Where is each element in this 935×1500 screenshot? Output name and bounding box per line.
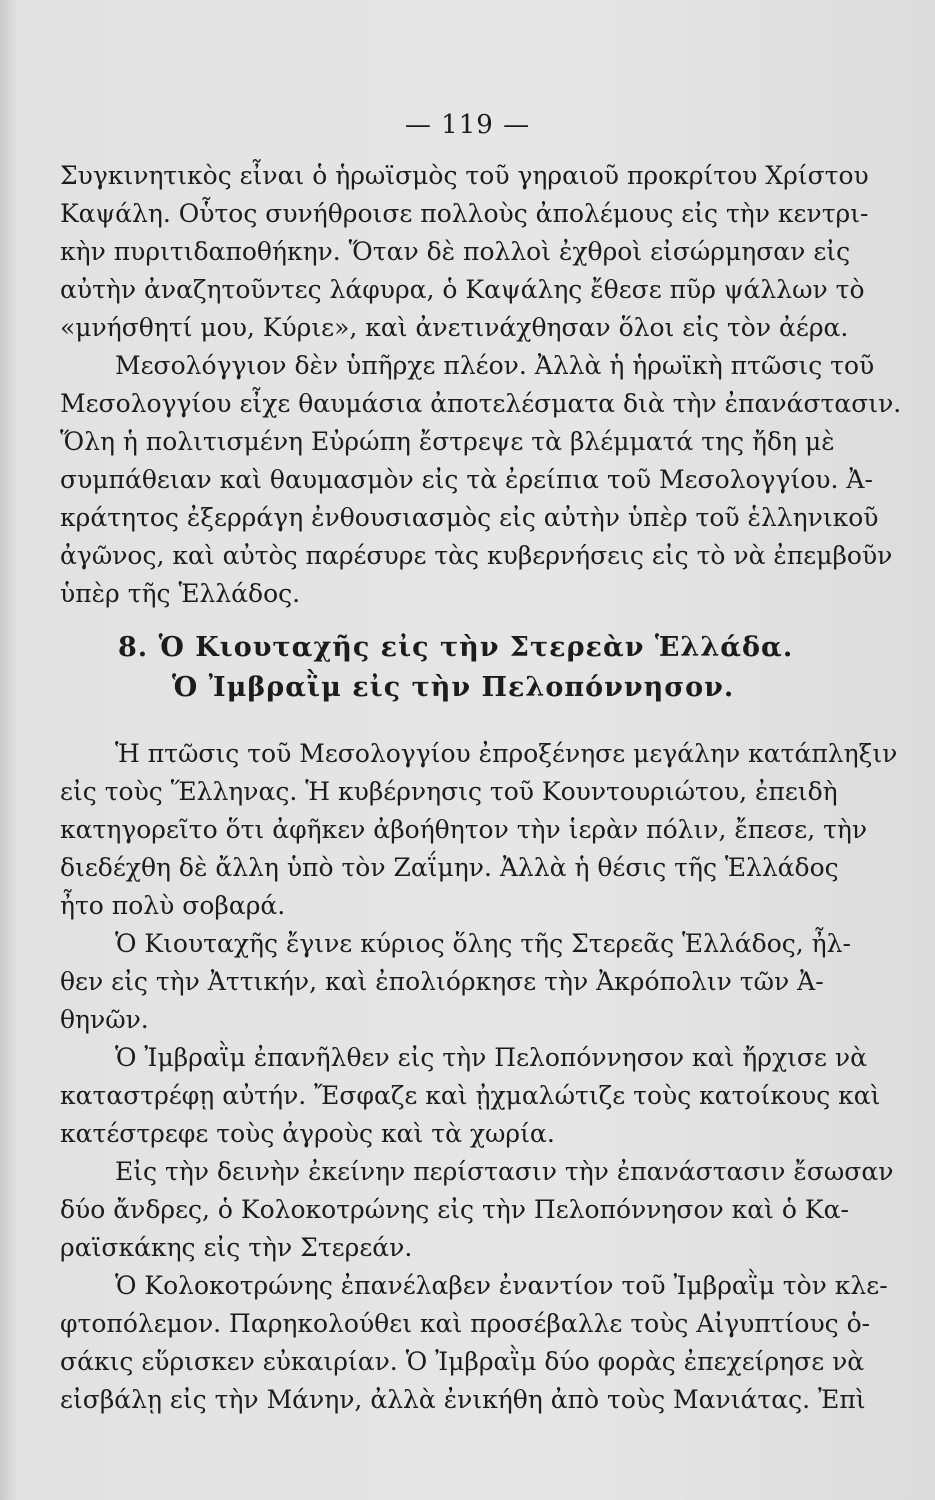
text-line: ἦτο πολὺ σοβαρά. xyxy=(60,891,286,920)
text-line: εἰς τοὺς Ἕλληνας. Ἡ κυβέρνησις τοῦ Κουντουριώτου, ἐπειδὴ xyxy=(60,777,838,806)
text-line: φτοπόλεμον. Παρηκολούθει καὶ προσέβαλλε τοὺς Αἰγυπτίους ὁ- xyxy=(60,1309,871,1338)
text-line: ραϊσκάκης εἰς τὴν Στερεάν. xyxy=(60,1233,413,1262)
text-line: ὑπὲρ τῆς Ἑλλάδος. xyxy=(60,579,301,608)
text-line: Μεσολογγίου εἶχε θαυμάσια ἀποτελέσματα διὰ τὴν ἐπανάστασιν. xyxy=(60,389,902,418)
text-line: Ὁ Ἰμβραῒμ ἐπανῆλθεν εἰς τὴν Πελοπόννησον καὶ ἤρχισε νὰ xyxy=(115,1043,867,1072)
text-line: Συγκινητικὸς εἶναι ὁ ἡρωϊσμὸς τοῦ γηραιοῦ προκρίτου Χρίστου xyxy=(60,161,869,190)
text-line: Ὅλη ἡ πολιτισμένη Εὐρώπη ἔστρεψε τὰ βλέμματά της ἤδη μὲ xyxy=(60,427,835,456)
text-line: Ὁ Κολοκοτρώνης ἐπανέλαβεν ἐναντίον τοῦ Ἰμβραῒμ τὸν κλε- xyxy=(115,1271,888,1300)
page-number: — 119 — xyxy=(404,110,531,140)
text-line: «μνήσθητί μου, Κύριε», καὶ ἀνετινάχθησαν ὅλοι εἰς τὸν ἀέρα. xyxy=(60,313,849,342)
section-heading-line-2: Ὁ Ἰμβραῒμ εἰς τὴν Πελοπόννησον. xyxy=(172,672,735,703)
text-line: Καψάλη. Οὗτος συνήθροισε πολλοὺς ἀπολέμους εἰς τὴν κεντρι- xyxy=(60,199,869,228)
text-line: καταστρέφῃ αὐτήν. Ἔσφαζε καὶ ᾐχμαλώτιζε τοὺς κατοίκους καὶ xyxy=(60,1081,881,1110)
text-line: ἀγῶνος, καὶ αὐτὸς παρέσυρε τὰς κυβερνήσεις εἰς τὸ νὰ ἐπεμβοῦν xyxy=(60,541,893,570)
text-line: κατηγορεῖτο ὅτι ἀφῆκεν ἀβοήθητον τὴν ἱερὰν πόλιν, ἔπεσε, τὴν xyxy=(60,815,868,844)
text-line: συμπάθειαν καὶ θαυμασμὸν εἰς τὰ ἐρείπια τοῦ Μεσολογγίου. Ἀ- xyxy=(60,465,873,494)
text-line: θεν εἰς τὴν Ἀττικήν, καὶ ἐπολιόρκησε τὴν Ἀκρόπολιν τῶν Ἀ- xyxy=(60,967,824,996)
text-line: εἰσβάλῃ εἰς τὴν Μάνην, ἀλλὰ ἐνικήθη ἀπὸ τοὺς Μανιάτας. Ἐπὶ xyxy=(60,1385,866,1414)
text-line: θηνῶν. xyxy=(60,1005,149,1034)
text-line: Μεσολόγγιον δὲν ὑπῆρχε πλέον. Ἀλλὰ ἡ ἡρωϊκὴ πτῶσις τοῦ xyxy=(115,351,875,380)
text-line: Ὁ Κιουταχῆς ἔγινε κύριος ὅλης τῆς Στερεᾶς Ἑλλάδος, ἦλ- xyxy=(115,929,851,958)
text-line: Εἰς τὴν δεινὴν ἐκείνην περίστασιν τὴν ἐπανάστασιν ἔσωσαν xyxy=(115,1157,894,1186)
text-line: δύο ἄνδρες, ὁ Κολοκοτρώνης εἰς τὴν Πελοπόννησον καὶ ὁ Κα- xyxy=(60,1195,849,1224)
text-line: αὐτὴν ἀναζητοῦντες λάφυρα, ὁ Καψάλης ἔθεσε πῦρ ψάλλων τὸ xyxy=(60,275,865,304)
text-line: κατέστρεφε τοὺς ἀγροὺς καὶ τὰ χωρία. xyxy=(60,1119,555,1148)
text-line: κράτητος ἐξερράγη ἐνθουσιασμὸς εἰς αὐτὴν ὑπὲρ τοῦ ἑλληνικοῦ xyxy=(60,503,879,532)
section-heading-line-1: 8. Ὁ Κιουταχῆς εἰς τὴν Στερεὰν Ἑλλάδα. xyxy=(118,632,794,663)
text-line: Ἡ πτῶσις τοῦ Μεσολογγίου ἐπροξένησε μεγάλην κατάπληξιν xyxy=(115,739,898,768)
text-line: κὴν πυριτιδαποθήκην. Ὅταν δὲ πολλοὶ ἐχθροὶ εἰσώρμησαν εἰς xyxy=(60,237,851,266)
text-line: διεδέχθη δὲ ἄλλη ὑπὸ τὸν Ζαΐμην. Ἀλλὰ ἡ θέσις τῆς Ἑλλάδος xyxy=(60,853,839,882)
text-line: σάκις εὕρισκεν εὐκαιρίαν. Ὁ Ἰμβραῒμ δύο φορὰς ἐπεχείρησε νὰ xyxy=(60,1347,865,1376)
